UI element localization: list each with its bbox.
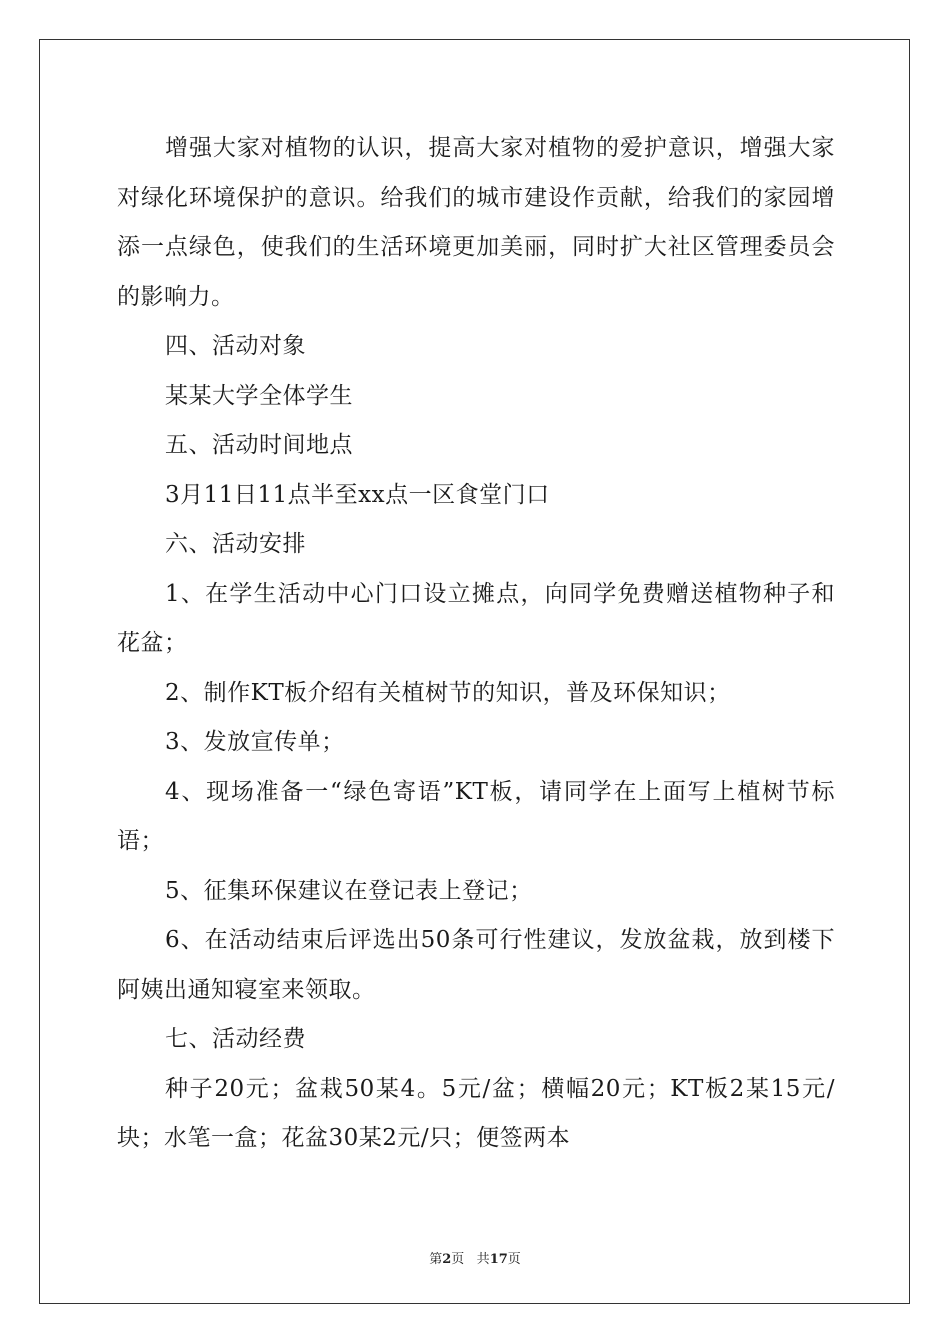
- page-prefix: 第: [429, 1252, 443, 1267]
- list-item-3: 3、发放宣传单；: [165, 729, 345, 755]
- paragraph-purpose: 增强大家对植物的认识，提高大家对植物的爱护意识，增强大家对绿化环境保护的意识。给我们的城市建设作贡献，给我们的家园增添一点绿色，使我们的生活环境更加美丽，同时扩大社区管理委员会的影响力。: [117, 135, 835, 310]
- list-item-1: 1、在学生活动中心门口设立摊点，向同学免费赠送植物种子和花盆；: [117, 580, 835, 656]
- list-item-5: 5、征集环保建议在登记表上登记；: [165, 877, 533, 904]
- page-number: 2: [442, 1252, 452, 1267]
- paragraph-time-place: 3月11日11点半至xx点一区食堂门口: [165, 481, 550, 508]
- heading-arrangement: 六、活动安排: [165, 531, 306, 557]
- page-footer: [0, 1248, 950, 1267]
- total-prefix: 共: [476, 1252, 490, 1267]
- page-suffix: 页: [451, 1252, 465, 1267]
- list-item-6: 6、在活动结束后评选出50条可行性建议，发放盆栽，放到楼下阿姨出通知寝室来领取。: [117, 927, 835, 1003]
- heading-budget: 七、活动经费: [165, 1026, 306, 1052]
- document-body: [117, 124, 835, 1164]
- heading-activity-target: 四、活动对象: [165, 333, 306, 359]
- total-suffix: 页: [507, 1252, 521, 1267]
- list-item-4: 4、现场准备一“绿色寄语”KT板，请同学在上面写上植树节标语；: [117, 778, 835, 854]
- paragraph-target: 某某大学全体学生: [165, 382, 353, 409]
- total-pages: 17: [489, 1252, 508, 1267]
- heading-time-place: 五、活动时间地点: [165, 432, 353, 458]
- paragraph-budget: 种子20元；盆栽50某4。5元/盆；横幅20元；KT板2某15元/块；水笔一盒；花盆30某2元/只；便签两本: [117, 1075, 835, 1151]
- list-item-2: 2、制作KT板介绍有关植树节的知识，普及环保知识；: [165, 679, 731, 706]
